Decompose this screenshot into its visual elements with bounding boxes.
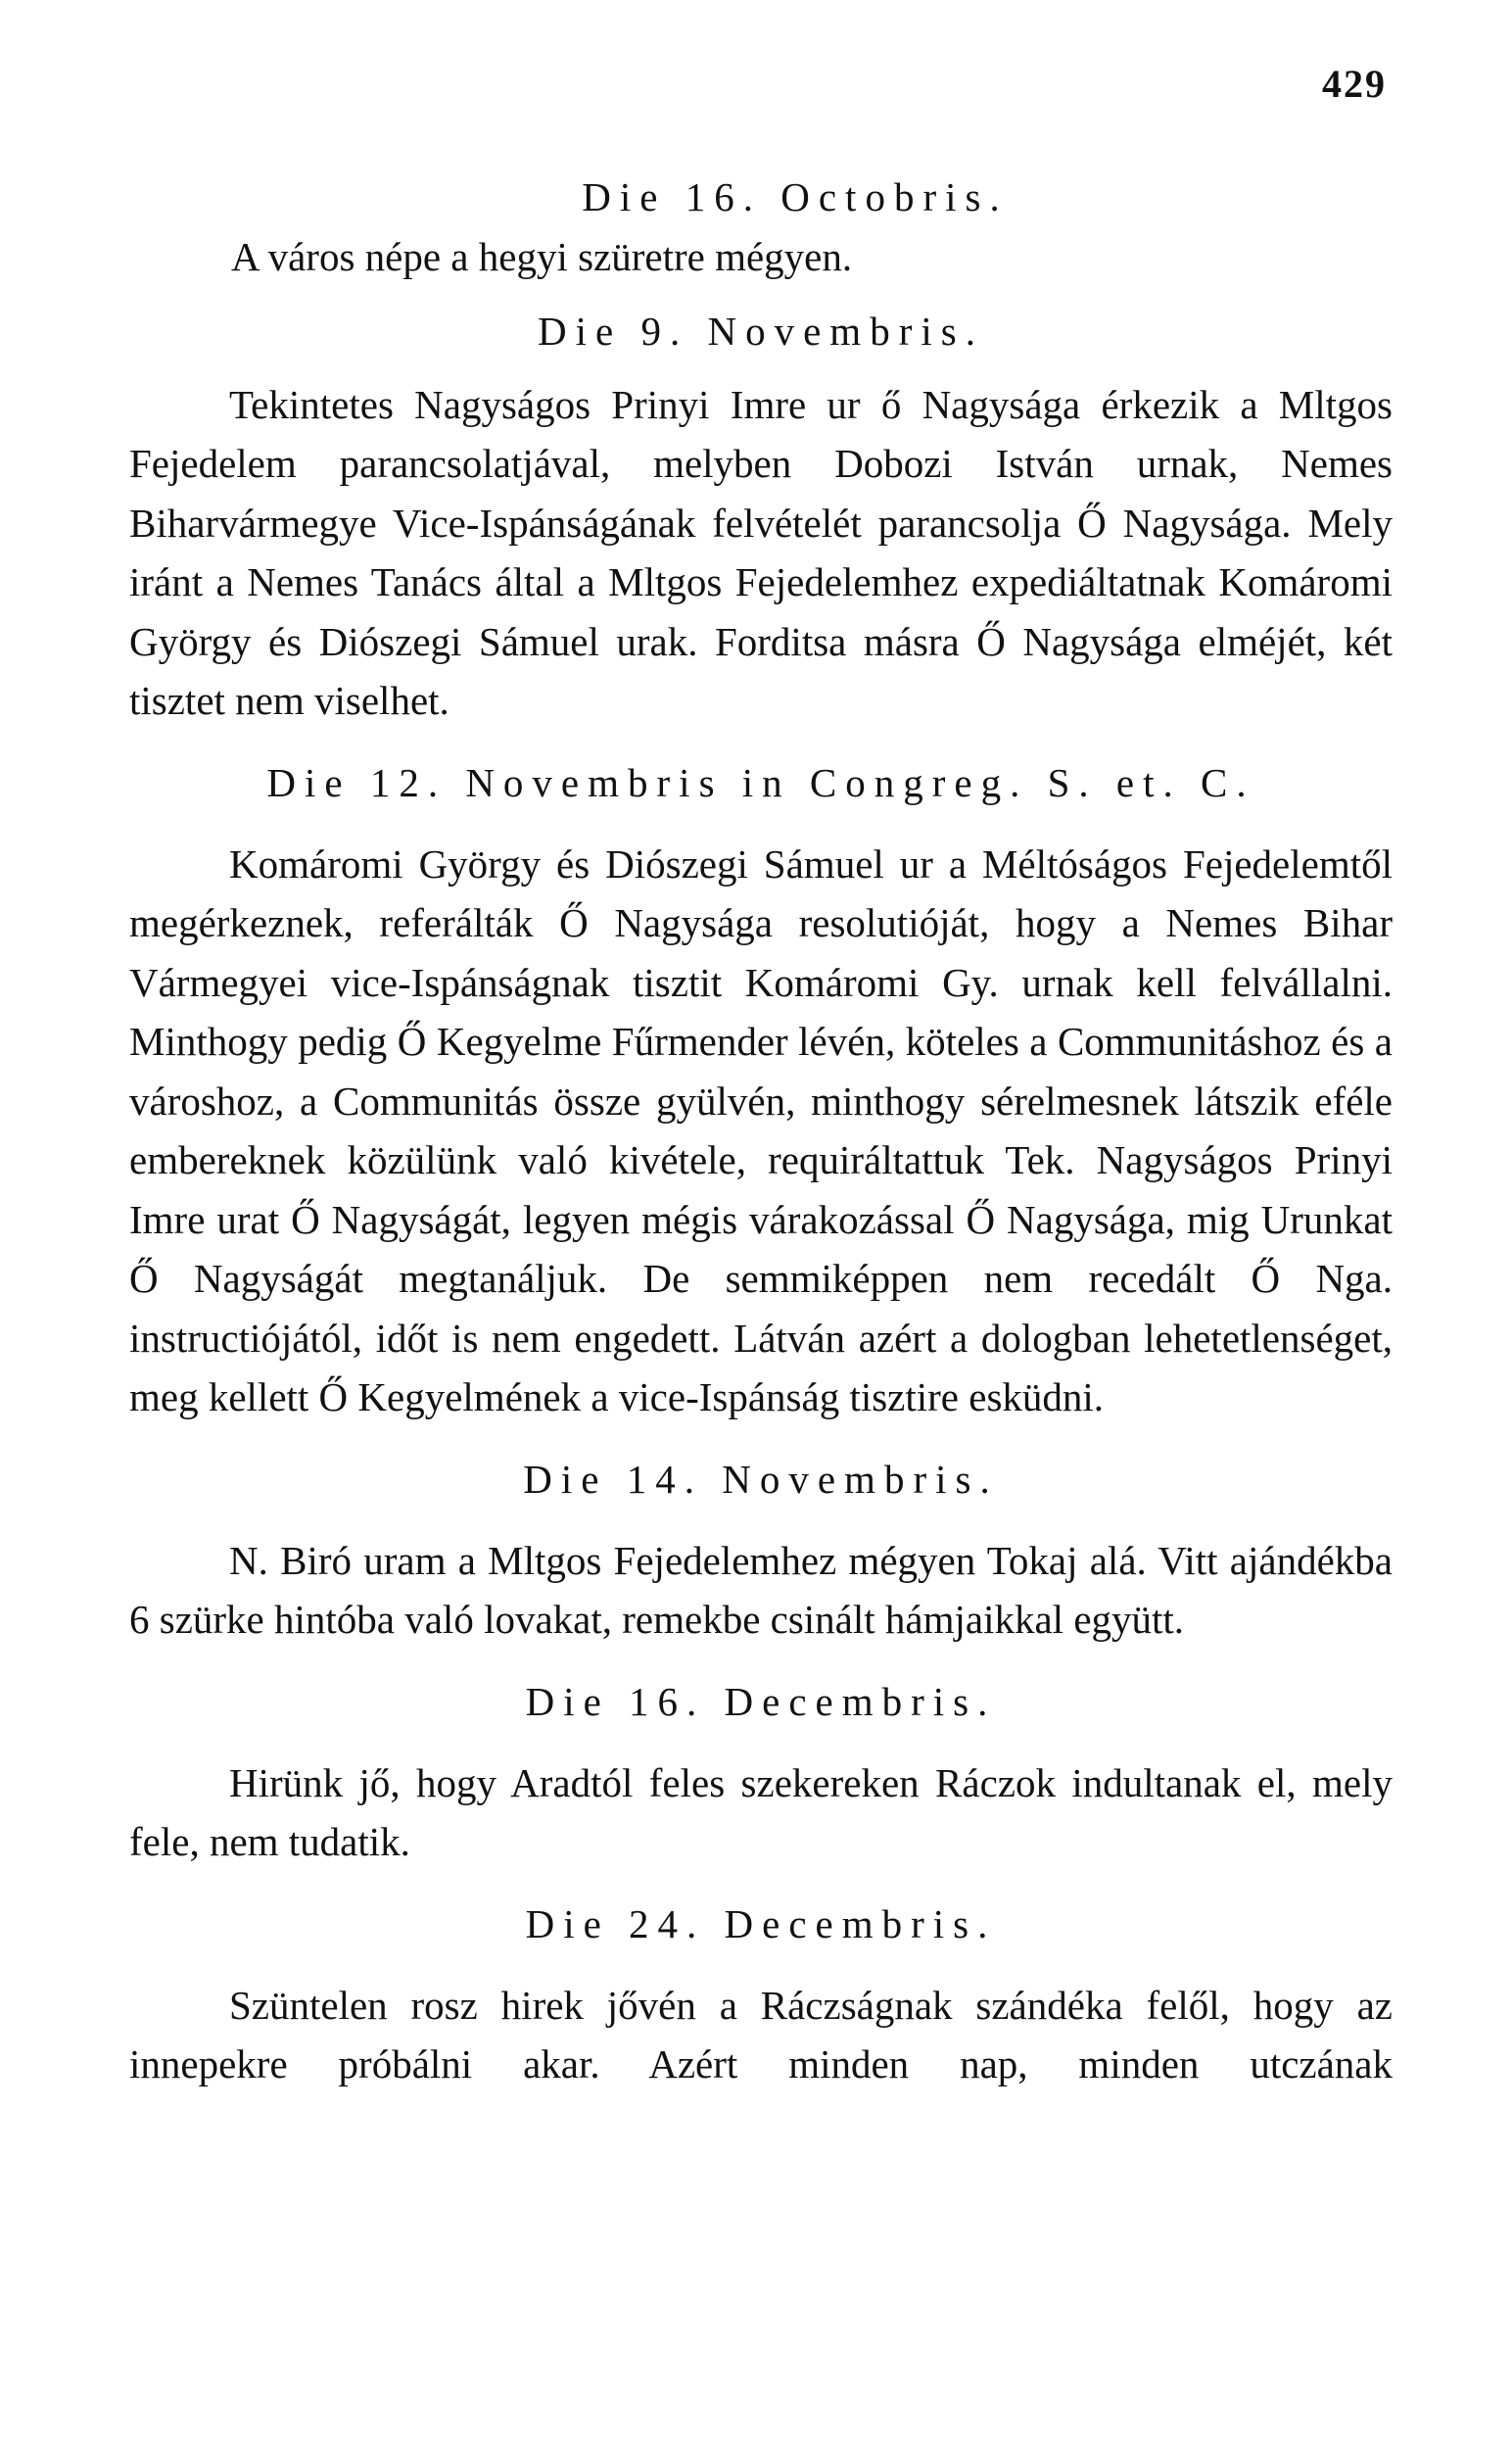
page-number: 429: [1322, 62, 1387, 106]
entry-heading: Die 9. Novembris.: [538, 308, 984, 354]
entry-paragraph: A város népe a hegyi szüretre mégyen.: [231, 234, 853, 279]
entry-heading: Die 16. Octobris.: [582, 174, 1009, 219]
entry-paragraph: Tekintetes Nagyságos Prinyi Imre ur ő Nagysága érkezik a Mltgos Fejedelem parancsolatjával, melyben Dobozi István urnak, Nemes Biharvármegye Vice-Ispánságának felvételét parancsolja Ő Nagysága. Mely iránt a Nemes Tanács által a Mltgos Fejedelemhez expediáltatnak Komáromi György és Diószegi Sámuel urak. Forditsa másra Ő Nagysága elméjét, két tisztet nem viselhet.: [129, 381, 1393, 723]
entry-paragraph: N. Biró uram a Mltgos Fejedelemhez mégyen Tokaj alá. Vitt ajándékba 6 szürke hintóba való lovakat, remekbe csinált hámjaikkal együtt.: [129, 1537, 1393, 1642]
entry-heading: Die 14. Novembris.: [523, 1456, 999, 1502]
chronicle-text: [129, 167, 1393, 2094]
entry-paragraph: Komáromi György és Diószegi Sámuel ur a Méltóságos Fejedelemtől megérkeznek, referálták Ő Nagysága resolutióját, hogy a Nemes Bihar Vármegyei vice-Ispánságnak tisztit Komáromi Gy. urnak kell felvállalni. Minthogy pedig Ő Kegyelme Fűrmender lévén, köteles a Communitáshoz és a városhoz, a Communitás össze gyülvén, minthogy sérelmesnek látszik eféle embereknek közülünk való kivétele, requiráltattuk Tek. Nagyságos Prinyi Imre urat Ő Nagyságát, legyen mégis várakozással Ő Nagysága, mig Urunkat Ő Nagyságát megtanáljuk. De semmiképpen nem recedált Ő Nga. instructiójától, időt is nem engedett. Látván azért a dologban lehetetlenséget, meg kellett Ő Kegyelmének a vice-Ispánság tisztire esküdni.: [129, 840, 1393, 1419]
entry-heading: Die 24. Decembris.: [525, 1900, 997, 1946]
entry-heading: Die 12. Novembris in Congreg. S. et. C.: [266, 759, 1255, 805]
entry-paragraph: Szüntelen rosz hirek jővén a Ráczságnak szándéka felől, hogy az innepekre próbálni akar. Azért minden nap, minden utczának: [129, 1982, 1393, 2086]
entry-heading: Die 16. Decembris.: [525, 1678, 997, 1724]
entry-paragraph: Hirünk jő, hogy Aradtól feles szekereken Ráczok indultanak el, mely fele, nem tudatik.: [129, 1759, 1393, 1864]
